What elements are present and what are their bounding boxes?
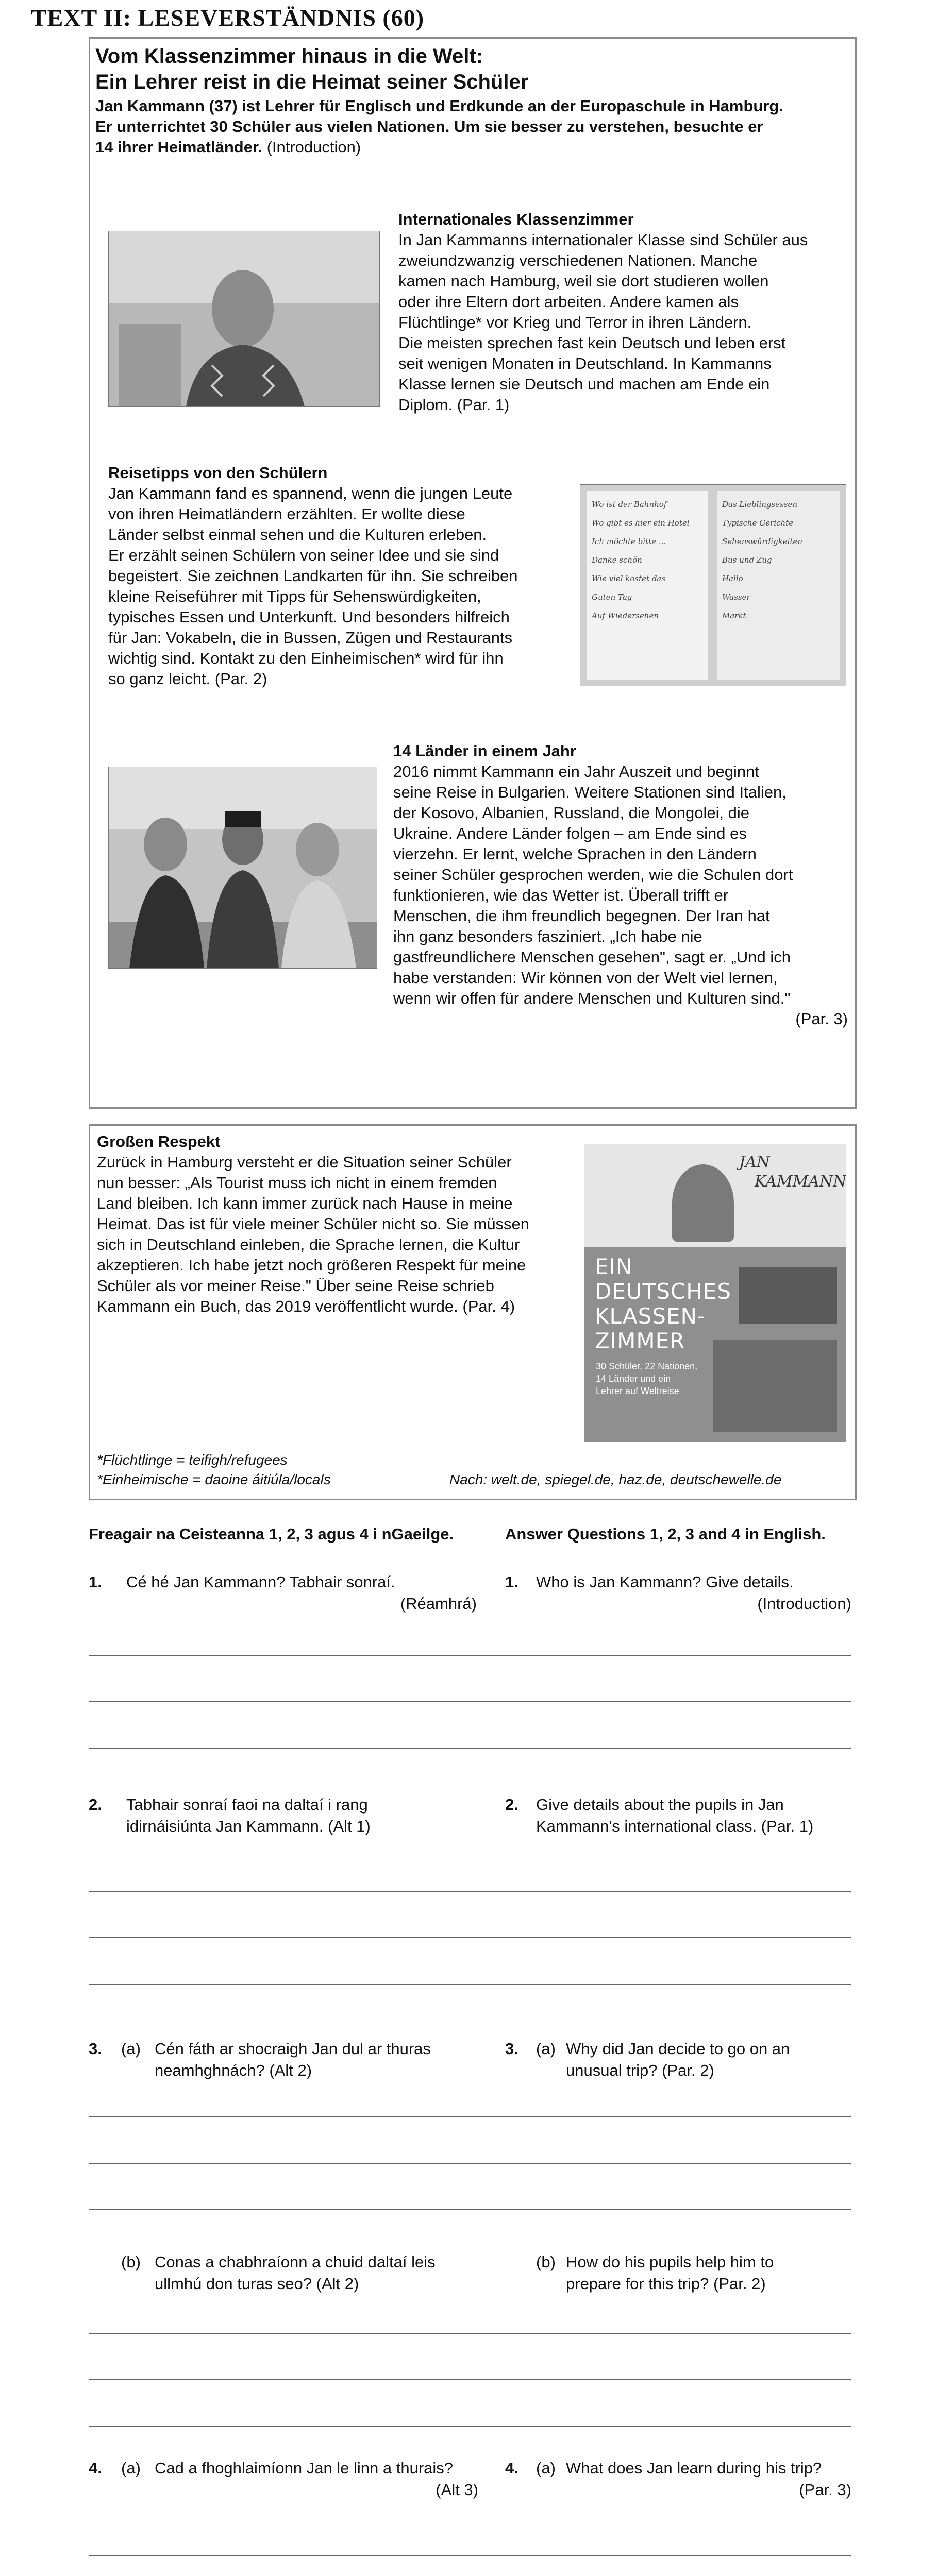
q2-english-2: Kammann's international class. (Par. 1) xyxy=(536,1817,814,1835)
notebook-text: Bus und Zug xyxy=(722,555,772,565)
article2-line: Heimat. Das ist für viele meiner Schüler nicht so. Sie müssen xyxy=(97,1215,530,1233)
sec3-title: 14 Länder in einem Jahr xyxy=(393,742,576,760)
notebook-text: Wo gibt es hier ein Hotel xyxy=(592,518,690,528)
notebook-text: Danke schön xyxy=(592,555,642,565)
sec3-line: funktionieren, wie das Wetter ist. Überall trifft er xyxy=(393,886,729,904)
sec3-line: gastfreundlichere Menschen gesehen", sagt er. „Und ich xyxy=(393,948,791,966)
sec1-line: zweiundzwanzig verschiedenen Nationen. Manche xyxy=(398,251,758,269)
sec2-line: typisches Essen und Unterkunft. Und besonders hilfreich xyxy=(108,608,510,626)
q4a-irish-1: Cad a fhoghlaimíonn Jan le linn a thurais? xyxy=(155,2459,454,2477)
article2-line: akzeptieren. Ich habe jetzt noch größeren Respekt für meine xyxy=(97,1256,526,1274)
answer-line[interactable] xyxy=(89,1937,851,1938)
answer-line[interactable] xyxy=(89,1748,851,1749)
q3b-letter: (b) xyxy=(121,2253,141,2271)
q2-number: 2. xyxy=(89,1795,102,1814)
q3a-irish-2: neamhghnách? (Alt 2) xyxy=(155,2061,312,2079)
q4a-english-ref: (Par. 3) xyxy=(799,2481,851,2499)
q4-number: 4. xyxy=(89,2459,102,2477)
q3a-irish-1: Cén fáth ar shocraigh Jan dul ar thuras xyxy=(155,2040,431,2058)
sec1-line: kamen nach Hamburg, weil sie dort studieren wollen xyxy=(398,272,769,290)
article-intro xyxy=(95,96,848,158)
notebook-text: Typische Gerichte xyxy=(722,518,794,528)
sec2-line: begeistert. Sie zeichnen Landkarten für ihn. Sie schreiben xyxy=(108,567,518,585)
article2-line: sich in Deutschland einleben, die Sprache lernen, die Kultur xyxy=(97,1235,520,1253)
sec1-line: Flüchtlinge* vor Krieg und Terror in ihren Ländern. xyxy=(398,313,752,331)
notebook-text: Wie viel kostet das xyxy=(592,574,666,583)
notebook-text: Sehenswürdigkeiten xyxy=(722,537,803,546)
book-title-line: ZIMMER xyxy=(595,1328,685,1353)
book-author-2: KAMMANN xyxy=(755,1173,846,1191)
article-title-line2: Ein Lehrer reist in die Heimat seiner Schüler xyxy=(95,71,529,93)
sec2-line: Länder selbst einmal sehen und die Kulturen erleben. xyxy=(108,526,487,544)
sec3-line: der Kosovo, Albanien, Russland, die Mongolei, die xyxy=(393,804,750,822)
book-author-1: JAN xyxy=(739,1153,770,1171)
book-title-block xyxy=(595,1255,731,1353)
notebook-text: Guten Tag xyxy=(592,592,632,602)
book-title-line: KLASSEN- xyxy=(595,1303,706,1329)
teacher-portrait-photo xyxy=(108,231,380,407)
q4a-letter-en: (a) xyxy=(536,2459,556,2477)
q3a-letter: (a) xyxy=(121,2040,141,2058)
q3b-irish-2: ullmhú don turas seo? (Alt 2) xyxy=(155,2275,359,2293)
answer-line[interactable] xyxy=(89,2333,851,2334)
article2-line: Zurück in Hamburg versteht er die Situation seiner Schüler xyxy=(97,1153,512,1171)
q4a-english-1: What does Jan learn during his trip? xyxy=(566,2459,822,2477)
book-boat-image xyxy=(739,1267,837,1324)
intro-line: 14 ihrer Heimatländer. (Introduction) xyxy=(95,138,361,156)
intro-tag: (Introduction) xyxy=(266,138,361,156)
q1-english-ref: (Introduction) xyxy=(757,1595,851,1613)
q3-number: 3. xyxy=(89,2040,102,2058)
notebook-text: Auf Wiedersehen xyxy=(592,611,659,620)
sec3-line: vierzehn. Er lernt, welche Sprachen in den Ländern xyxy=(393,845,757,863)
book-subtitle-block xyxy=(596,1360,697,1397)
section-heading: TEXT II: LESEVERSTÄNDNIS (60) xyxy=(31,5,425,31)
glossary-1: *Flüchtlinge = teifigh/refugees xyxy=(97,1452,288,1468)
book-portrait xyxy=(672,1164,734,1242)
q1-number-en: 1. xyxy=(505,1573,518,1591)
q3-number-en: 3. xyxy=(505,2040,518,2058)
notebook-text: Markt xyxy=(722,611,746,620)
article2-line: Kammann ein Buch, das 2019 veröffentlicht wurde. (Par. 4) xyxy=(97,1297,515,1315)
q1-number: 1. xyxy=(89,1573,102,1591)
sec2-line: von ihren Heimatländern erzählten. Er wollte diese xyxy=(108,505,465,523)
q2-number-en: 2. xyxy=(505,1795,518,1814)
q2-english-1: Give details about the pupils in Jan xyxy=(536,1795,784,1814)
article2-body xyxy=(97,1152,571,1317)
sec3-line: 2016 nimmt Kammann ein Jahr Auszeit und beginnt xyxy=(393,762,759,781)
answer-line[interactable] xyxy=(89,2379,851,2380)
book-cover xyxy=(584,1144,846,1442)
sec1-line: Die meisten sprechen fast kein Deutsch und leben erst xyxy=(398,334,786,352)
instruction-english: Answer Questions 1, 2, 3 and 4 in English. xyxy=(505,1525,826,1543)
book-subtitle-line: Lehrer auf Weltreise xyxy=(596,1386,679,1396)
q3b-english-2: prepare for this trip? (Par. 2) xyxy=(566,2275,766,2293)
answer-line[interactable] xyxy=(89,2426,851,2427)
notebook-text: Wo ist der Bahnhof xyxy=(592,500,667,509)
sec2-line: für Jan: Vokabeln, die in Bussen, Zügen und Restaurants xyxy=(108,629,513,647)
answer-line[interactable] xyxy=(89,1655,851,1656)
sec3-line: Ukraine. Andere Länder folgen – am Ende sind es xyxy=(393,824,747,842)
book-title-line: EIN xyxy=(595,1254,633,1279)
answer-line[interactable] xyxy=(89,2209,851,2210)
answer-line[interactable] xyxy=(89,1984,851,1985)
article2-title: Großen Respekt xyxy=(97,1132,221,1150)
sec1-title: Internationales Klassenzimmer xyxy=(398,210,634,228)
book-title-line: DEUTSCHES xyxy=(595,1279,732,1304)
book-subtitle-line: 30 Schüler, 22 Nationen, xyxy=(596,1361,698,1371)
notebook-page-left xyxy=(587,491,708,680)
answer-line[interactable] xyxy=(89,1891,851,1892)
sec1-line: In Jan Kammanns internationaler Klasse sind Schüler aus xyxy=(398,231,808,249)
sec3-line: seine Reise in Bulgarien. Weitere Stationen sind Italien, xyxy=(393,783,787,801)
glossary-2: *Einheimische = daoine áitiúla/locals xyxy=(97,1471,331,1487)
q2-irish-1: Tabhair sonraí faoi na daltaí i rang xyxy=(126,1795,368,1814)
sec3-line: ihn ganz besonders fasziniert. „Ich habe nie xyxy=(393,927,702,945)
answer-line[interactable] xyxy=(89,1701,851,1702)
q2-irish-2: idirnáisiúnta Jan Kammann. (Alt 1) xyxy=(126,1817,371,1835)
three-men-photo xyxy=(108,767,377,969)
sec1-line: seit wenigen Monaten in Deutschland. In Kammanns xyxy=(398,354,772,372)
answer-line[interactable] xyxy=(89,2163,851,2164)
sec2-line: Er erzählt seinen Schülern von seiner Idee und sie sind xyxy=(108,546,499,564)
q1-irish-ref: (Réamhrá) xyxy=(400,1595,477,1613)
q3b-letter-en: (b) xyxy=(536,2253,556,2271)
article2-line: nun besser: „Als Tourist muss ich nicht in einem fremden xyxy=(97,1174,497,1192)
sec2-title: Reisetipps von den Schülern xyxy=(108,464,328,482)
q3a-english-2: unusual trip? (Par. 2) xyxy=(566,2061,714,2079)
sec3-line: habe verstanden: Wir können von der Welt viel lernen, xyxy=(393,969,778,987)
sec3-body xyxy=(393,761,852,1029)
source-credit: Nach: welt.de, spiegel.de, haz.de, deutschewelle.de xyxy=(449,1471,782,1487)
notebook-page-right xyxy=(717,491,840,680)
notebook-text: Das Lieblingsessen xyxy=(722,500,798,509)
sec3-tag: (Par. 3) xyxy=(795,1010,848,1028)
sec2-line: so ganz leicht. (Par. 2) xyxy=(108,670,267,688)
sec1-line: Klasse lernen sie Deutsch und machen am Ende ein xyxy=(398,375,770,393)
sec1-body xyxy=(398,230,852,415)
sec1-line: oder ihre Eltern dort arbeiten. Andere kamen als xyxy=(398,293,739,311)
notebook-text: Ich möchte bitte ... xyxy=(592,537,666,546)
book-subtitle-line: 14 Länder und ein xyxy=(596,1374,671,1384)
sec1-line: Diplom. (Par. 1) xyxy=(398,396,510,414)
notebook-text: Hallo xyxy=(722,574,743,583)
q4a-irish-ref: (Alt 3) xyxy=(436,2481,478,2499)
q4a-letter: (a) xyxy=(121,2459,141,2477)
notebook-photo xyxy=(580,484,846,686)
sec2-line: Jan Kammann fand es spannend, wenn die jungen Leute xyxy=(108,484,513,502)
sec3-line: seiner Schüler gesprochen werden, wie die Schulen dort xyxy=(393,866,793,884)
q3a-english-1: Why did Jan decide to go on an xyxy=(566,2040,790,2058)
instruction-irish: Freagair na Ceisteanna 1, 2, 3 agus 4 i nGaeilge. xyxy=(89,1525,454,1543)
article-title-line1: Vom Klassenzimmer hinaus in die Welt: xyxy=(95,45,483,67)
article2-line: Land bleiben. Ich kann immer zurück nach Hause in meine xyxy=(97,1194,513,1212)
answer-line[interactable] xyxy=(89,2555,851,2556)
q3b-english-1: How do his pupils help him to xyxy=(566,2253,774,2271)
sec3-line: wenn wir offen für andere Menschen und Kulturen sind." xyxy=(393,989,791,1007)
sec3-line: Menschen, die ihm freundlich begegnen. Der Iran hat xyxy=(393,907,770,925)
intro-line: Jan Kammann (37) ist Lehrer für Englisch und Erdkunde an der Europaschule in Hamburg. xyxy=(95,97,783,115)
book-collage-image xyxy=(713,1340,837,1432)
sec2-body xyxy=(108,483,572,689)
q1-irish: Cé hé Jan Kammann? Tabhair sonraí. xyxy=(126,1573,395,1591)
intro-line: Er unterrichtet 30 Schüler aus vielen Nationen. Um sie besser zu verstehen, besuchte er xyxy=(95,117,763,135)
q3a-letter-en: (a) xyxy=(536,2040,556,2058)
notebook-text: Wasser xyxy=(722,592,750,602)
q4-number-en: 4. xyxy=(505,2459,518,2477)
q3b-irish-1: Conas a chabhraíonn a chuid daltaí leis xyxy=(155,2253,436,2271)
sec2-line: kleine Reiseführer mit Tipps für Sehenswürdigkeiten, xyxy=(108,587,481,605)
sec2-line: wichtig sind. Kontakt zu den Einheimischen* wird für ihn xyxy=(108,649,504,667)
q1-english: Who is Jan Kammann? Give details. xyxy=(536,1573,794,1591)
article2-line: Schüler als vor meiner Reise." Über seine Reise schrieb xyxy=(97,1277,494,1295)
answer-line[interactable] xyxy=(89,2116,851,2117)
